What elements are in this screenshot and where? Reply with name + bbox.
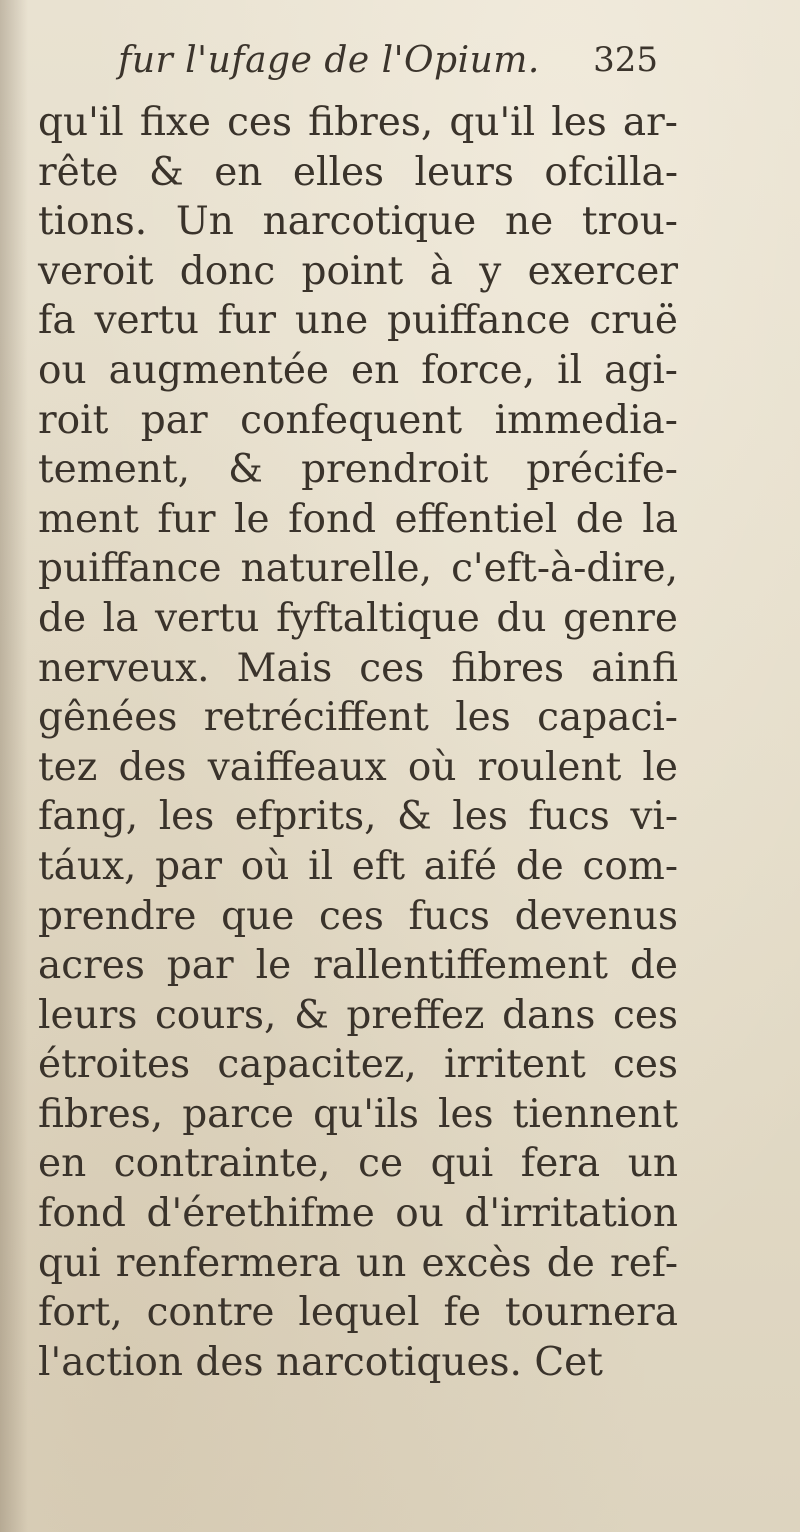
text-line: ment fur le fond effentiel de la (38, 496, 678, 542)
text-line: prendre que ces fucs devenus (38, 893, 678, 939)
text-line: de la vertu fyftaltique du genre (38, 595, 678, 641)
text-line: fibres, parce qu'ils les tiennent (38, 1091, 678, 1137)
text-line: rête & en elles leurs ofcilla- (38, 149, 678, 195)
text-line: qui renfermera un excès de ref- (38, 1240, 678, 1286)
text-line: fond d'érethifme ou d'irritation (38, 1191, 678, 1237)
page-edge-shadow (0, 0, 28, 1532)
text-line: ou augmentée en force, il agi- (38, 347, 678, 393)
text-line: étroites capacitez, irritent ces (38, 1042, 678, 1088)
text-line: qu'il fixe ces fibres, qu'il les ar- (38, 100, 678, 145)
running-title: fur l'ufage de l'Opium. (118, 40, 540, 81)
text-line: fang, les efprits, & les fucs vi- (38, 794, 678, 840)
text-line: tement, & prendroit précife- (38, 447, 678, 493)
text-line: l'action des narcotiques. Cet (38, 1339, 603, 1385)
text-line: fa vertu fur une puiffance cruë (38, 298, 678, 344)
text-line: veroit donc point à y exercer (38, 248, 678, 294)
text-line: roit par confequent immedia- (38, 397, 678, 443)
text-line: gênées retréciffent les capaci- (38, 695, 678, 741)
text-line: en contrainte, ce qui fera un (38, 1141, 678, 1187)
text-line: puiffance naturelle, c'eft-à-dire, (38, 546, 678, 592)
text-line: acres par le rallentiffement de (38, 943, 678, 989)
text-line: táux, par où il eft aifé de com- (38, 843, 678, 889)
text-line: leurs cours, & preffez dans ces (38, 992, 678, 1038)
page-number: 325 (593, 40, 658, 80)
text-line: tions. Un narcotique ne trou- (38, 199, 678, 245)
text-line: nerveux. Mais ces fibres ainfi (38, 645, 678, 691)
body-text (38, 98, 678, 1387)
text-line: tez des vaiffeaux où roulent le (38, 744, 678, 790)
text-line: fort, contre lequel fe tournera (38, 1290, 678, 1336)
page-header (118, 40, 658, 96)
